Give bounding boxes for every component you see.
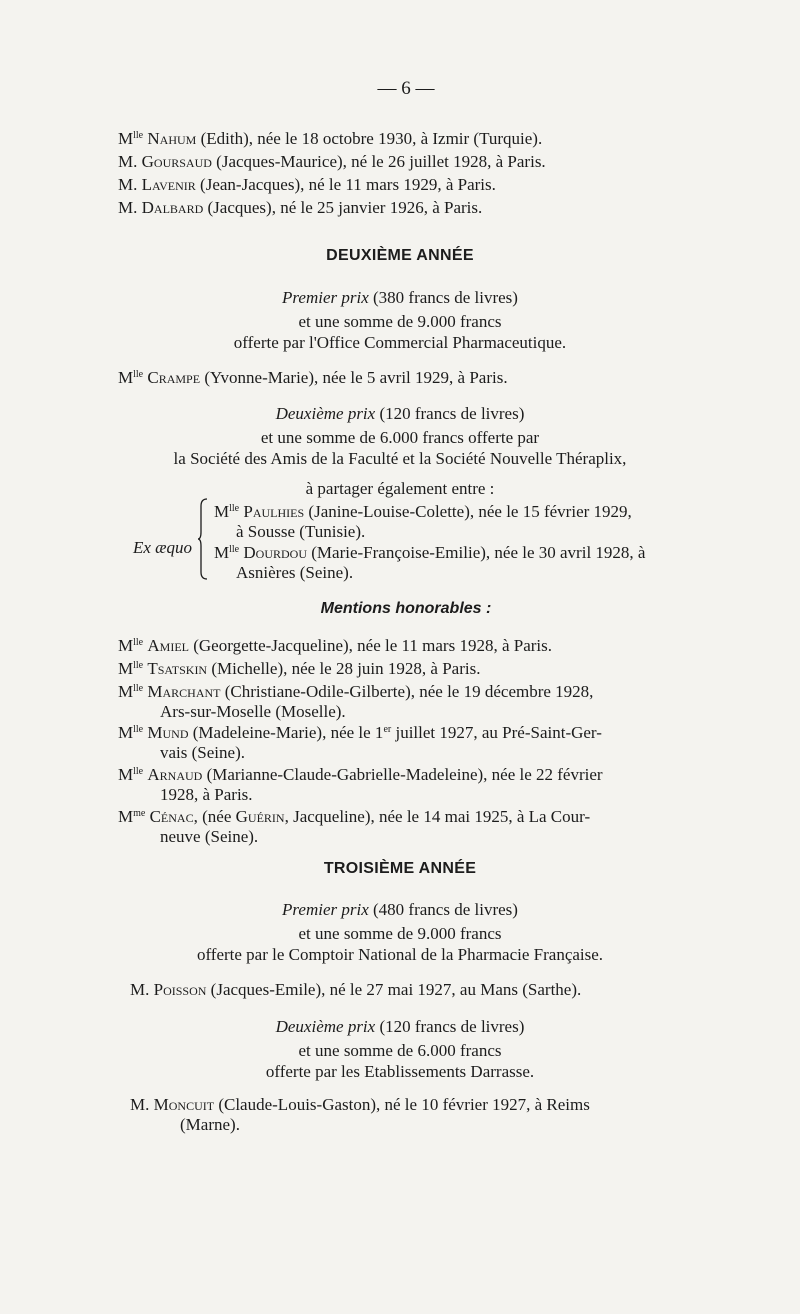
list-item: $M^{lle}$ Dourdou (Marie-Françoise-Emilie), née le 30 avril 1928, à Asnières (Seine). bbox=[214, 543, 646, 582]
list-item: $M^{me}$ Cénac, (née Guérin, Jacqueline), née le 14 mai 1925, à La Cour- neuve (Seine). bbox=[118, 807, 591, 846]
prize-line: Premier prix (380 francs de livres) bbox=[282, 288, 518, 307]
list-item: $M^{lle}$ Paulhies (Janine-Louise-Colette), née le 15 février 1929, à Sousse (Tunisie). bbox=[214, 502, 632, 541]
brace-icon bbox=[198, 498, 208, 580]
winner-entry: $M^{lle}$ Crampe (Yvonne-Marie), née le 5 avril 1929, à Paris. bbox=[118, 368, 508, 387]
prize-line: Deuxième prix (120 francs de livres) bbox=[275, 404, 525, 423]
ex-aequo-label: Ex æquo bbox=[133, 538, 193, 557]
list-item: M. Dalbard (Jacques), né le 25 janvier 1926, à Paris. bbox=[118, 198, 483, 217]
prize-line: Deuxième prix (120 francs de livres) bbox=[275, 1017, 525, 1036]
page-number: — 6 — bbox=[377, 78, 435, 99]
prize-line: et une somme de 6.000 francs bbox=[298, 1041, 502, 1060]
winner-entry: M. Poisson (Jacques-Emile), né le 27 mai 1927, au Mans (Sarthe). bbox=[130, 980, 582, 999]
prize-line: offerte par le Comptoir National de la Pharmacie Française. bbox=[196, 945, 604, 964]
list-item: $M^{lle}$ Nahum (Edith), née le 18 octobre 1930, à Izmir (Turquie). bbox=[118, 129, 543, 148]
prize-line: Premier prix (480 francs de livres) bbox=[282, 900, 518, 919]
prize-line: la Société des Amis de la Faculté et la Société Nouvelle Théraplix, bbox=[173, 449, 627, 468]
prize-line: offerte par les Etablissements Darrasse. bbox=[265, 1062, 535, 1081]
prize-line: et une somme de 6.000 francs offerte par bbox=[260, 428, 540, 447]
section-heading: DEUXIÈME ANNÉE bbox=[326, 247, 474, 264]
list-item: $M^{lle}$ Mund (Madeleine-Marie), née le 1er juillet 1927, au Pré-Saint-Ger- vais (Seine). bbox=[118, 723, 602, 762]
list-item: $M^{lle}$ Tsatskin (Michelle), née le 28 juin 1928, à Paris. bbox=[118, 659, 481, 678]
list-item: M. Goursaud (Jacques-Maurice), né le 26 juillet 1928, à Paris. bbox=[118, 152, 546, 171]
list-item: $M^{lle}$ Arnaud (Marianne-Claude-Gabrielle-Madeleine), née le 22 février 1928, à Paris. bbox=[118, 765, 603, 804]
list-item: $M^{lle}$ Amiel (Georgette-Jacqueline), née le 11 mars 1928, à Paris. bbox=[118, 636, 552, 655]
list-item: $M^{lle}$ Marchant (Christiane-Odile-Gilberte), née le 19 décembre 1928, Ars-sur-Moselle (Moselle). bbox=[118, 682, 594, 721]
prize-line: offerte par l'Office Commercial Pharmaceutique. bbox=[233, 333, 567, 352]
section-heading: TROISIÈME ANNÉE bbox=[323, 860, 477, 877]
prize-line: et une somme de 9.000 francs bbox=[298, 924, 502, 943]
winner-entry: M. Moncuit (Claude-Louis-Gaston), né le 10 février 1927, à Reims (Marne). bbox=[130, 1095, 590, 1134]
prize-line: à partager également entre : bbox=[305, 479, 495, 498]
mentions-heading: Mentions honorables : bbox=[320, 600, 492, 617]
list-item: M. Lavenir (Jean-Jacques), né le 11 mars 1929, à Paris. bbox=[118, 175, 496, 194]
prize-line: et une somme de 9.000 francs bbox=[298, 312, 502, 331]
